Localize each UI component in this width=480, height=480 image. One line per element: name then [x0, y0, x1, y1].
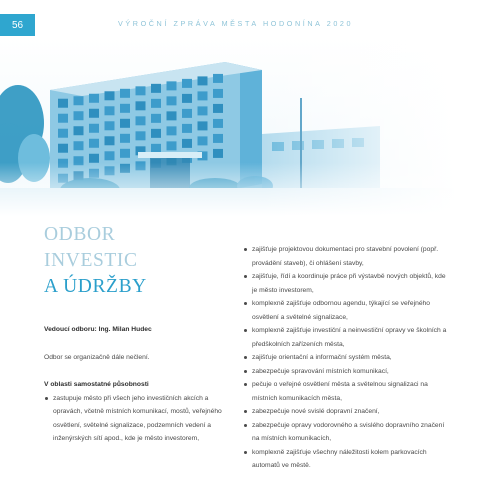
list-item: zastupuje město při všech jeho investičních akcích a opravách, včetně místních komunikací, mostů, veřejného osvětlení, světelné signalizace, podzemních vedení a inženýrských sítí apod., kde je město investorem, [44, 392, 234, 446]
left-list [44, 392, 234, 446]
department-head: Vedoucí odboru: Ing. Milan Hudec [44, 326, 152, 333]
division-note: Odbor se organizačně dále nečlení. [44, 353, 150, 361]
left-column [44, 323, 234, 446]
right-list [243, 243, 448, 473]
right-column [243, 243, 448, 473]
list-item: komplexně zajišťuje všechny náležitosti kolem parkovacích automatů ve městě. [243, 446, 448, 473]
section-heading: V oblasti samostatné působnosti [44, 381, 149, 388]
page-number: 56 [0, 14, 35, 36]
title-line-1: ODBOR [44, 224, 116, 245]
title-line-2: INVESTIC [44, 250, 138, 271]
list-item: zajišťuje, řídí a koordinuje práce při výstavbě nových objektů, kde je město investorem, [243, 270, 448, 297]
list-item: zajišťuje orientační a informační systém města, [243, 351, 448, 365]
running-header: VÝROČNÍ ZPRÁVA MĚSTA HODONÍNA 2020 [118, 19, 354, 28]
list-item: zabezpečuje opravy vodorovného a svislého dopravního značení na místních komunikacích, [243, 419, 448, 446]
list-item: komplexně zajišťuje odbornou agendu, týkající se veřejného osvětlení a světelné signalizace, [243, 297, 448, 324]
list-item: zabezpečuje spravování místních komunikací, [243, 365, 448, 379]
list-item: komplexně zajišťuje investiční a neinvestiční opravy ve školních a předškolních zařízeních města, [243, 324, 448, 351]
section-title [44, 222, 224, 300]
list-item: pečuje o veřejné osvětlení města a světelnou signalizaci na místních komunikacích města, [243, 378, 448, 405]
list-item: zabezpečuje nové svislé dopravní značení, [243, 405, 448, 419]
building-photo [0, 38, 480, 216]
title-line-3: A ÚDRŽBY [44, 276, 147, 297]
list-item: zajišťuje projektovou dokumentaci pro stavební povolení (popř. provádění staveb), či ohlášení stavby, [243, 243, 448, 270]
